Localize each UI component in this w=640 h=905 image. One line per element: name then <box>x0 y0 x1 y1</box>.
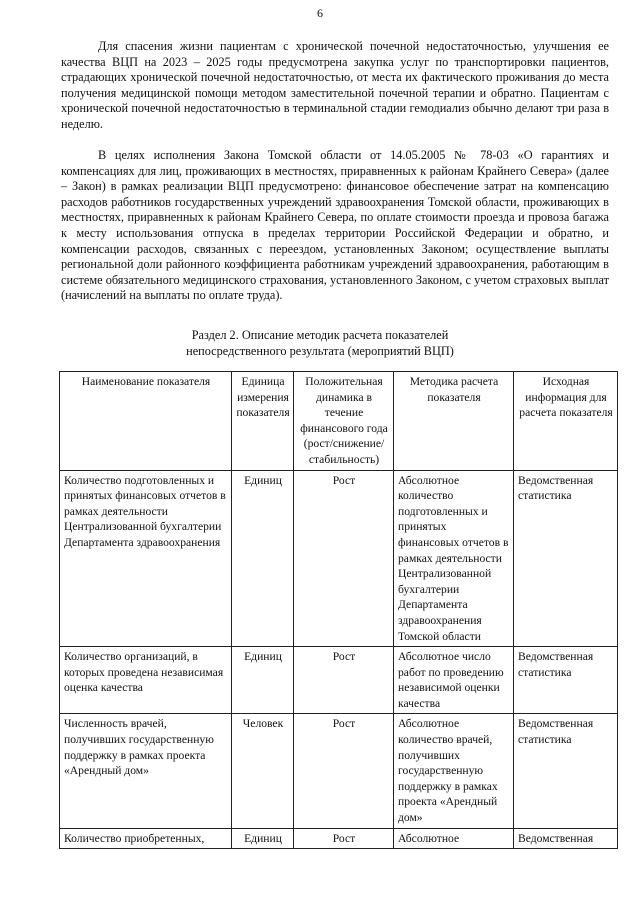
paragraph-compensation: В целях исполнения Закона Томской области от 14.05.2005 № 78-03 «О гарантиях и компенсациях для лиц, проживающих в местностях, приравненных к районам Крайнего Севера» (далее – Закон) в рамках реализации ВЦП предусмотрено: финансовое обеспечение затрат на компенсацию расходов работников государственных учреждений здравоохранения Томской области, проживающих в местностях, приравненных к районам Крайнего Севера, по оплате стоимости проезда и провоза багажа к месту использования отпуска в пределах территории Российской Федерации и обратно, и компенсации расходов, связанных с переездом, установленных Законом; осуществление выплаты региональной доли районного коэффициента работникам учреждений здравоохранения, работающим в системе обязательного медицинского страхования, установленного Законом, с учетом страховых выплат (начислений на выплаты по оплате труда). <box>61 148 609 303</box>
cell-source: Ведомственная статистика <box>514 470 618 647</box>
cell-name: Количество приобретенных, <box>60 828 232 849</box>
section-title-line-2: непосредственного результата (мероприятий ВЦП) <box>186 343 454 358</box>
cell-dynamics: Рост <box>294 470 394 647</box>
cell-method: Абсолютное количество врачей, получивших государственную поддержку в рамках проекта «Арендный дом» <box>394 714 514 828</box>
header-source: Исходная информация для расчета показателя <box>514 372 618 471</box>
metrics-table <box>59 371 618 849</box>
cell-method: Абсолютное количество подготовленных и принятых финансовых отчетов в рамках деятельности Централизованной бухгалтерии Департамента здравоохранения Томской области <box>394 470 514 647</box>
cell-source: Ведомственная <box>514 828 618 849</box>
table-row <box>60 647 618 714</box>
cell-dynamics: Рост <box>294 647 394 714</box>
cell-unit: Единиц <box>232 470 294 647</box>
header-name: Наименование показателя <box>60 372 232 471</box>
cell-source: Ведомственная статистика <box>514 714 618 828</box>
header-dynamics: Положительная динамика в течение финансового года (рост/снижение/ стабильность) <box>294 372 394 471</box>
page-number: 6 <box>317 6 323 20</box>
cell-unit: Единиц <box>232 647 294 714</box>
cell-method: Абсолютное <box>394 828 514 849</box>
cell-name: Численность врачей, получивших государственную поддержку в рамках проекта «Арендный дом» <box>60 714 232 828</box>
header-unit: Единица измерения показателя <box>232 372 294 471</box>
section-title-line-1: Раздел 2. Описание методик расчета показателей <box>191 328 449 342</box>
section-title <box>0 328 640 359</box>
cell-source: Ведомственная статистика <box>514 647 618 714</box>
cell-unit: Человек <box>232 714 294 828</box>
cell-name: Количество подготовленных и принятых финансовых отчетов в рамках деятельности Централизованной бухгалтерии Департамента здравоохранения <box>60 470 232 647</box>
paragraph-transport: Для спасения жизни пациентам с хронической почечной недостаточностью, улучшения ее качества ВЦП на 2023 – 2025 годы предусмотрена закупка услуг по транспортировки пациентов, страдающих хронической почечной недостаточностью, от места их фактического проживания до места получения медицинской помощи методом заместительной почечной терапии и обратно. Пациентам с хронической почечной недостаточностью в терминальной стадии гемодиализ обычно делают три раза в неделю. <box>61 39 609 131</box>
cell-name: Количество организаций, в которых проведена независимая оценка качества <box>60 647 232 714</box>
header-method: Методика расчета показателя <box>394 372 514 471</box>
cell-unit: Единиц <box>232 828 294 849</box>
table-row <box>60 470 618 647</box>
table-row <box>60 828 618 849</box>
table-header-row <box>60 372 618 471</box>
cell-dynamics: Рост <box>294 714 394 828</box>
table-row <box>60 714 618 828</box>
cell-dynamics: Рост <box>294 828 394 849</box>
cell-method: Абсолютное число работ по проведению независимой оценки качества <box>394 647 514 714</box>
